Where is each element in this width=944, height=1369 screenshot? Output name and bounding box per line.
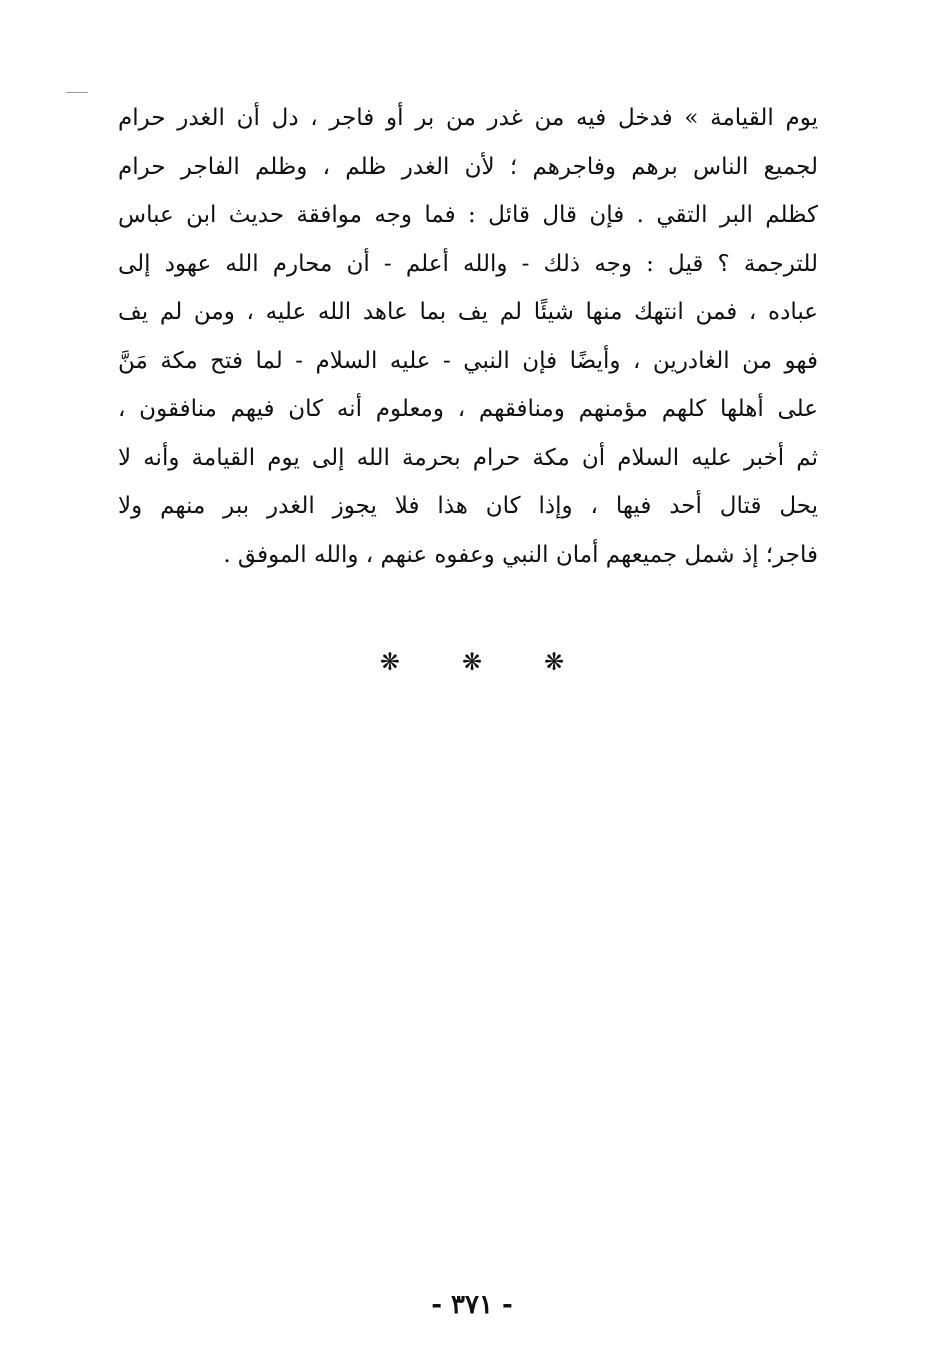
text-line-4: للترجمة ؟ قيل : وجه ذلك - والله أعلم - أن محارم الله عهود إلى: [118, 250, 818, 277]
text-line-8: ثم أخبر عليه السلام أن مكة حرام بحرمة الله إلى يوم القيامة وأنه لا: [118, 444, 818, 471]
text-line-1: يوم القيامة » فدخل فيه من غدر من بر أو فاجر ، دل أن الغدر حرام: [118, 105, 818, 131]
asterism-icon-1: ❋: [379, 648, 400, 676]
scan-mark: [66, 92, 88, 93]
text-line-6: فهو من الغادرين ، وأيضًا فإن النبي - عليه السلام - لما فتح مكة مَنَّ: [118, 347, 818, 374]
section-separator: [0, 646, 944, 678]
text-line-5: عباده ، فمن انتهك منها شيئًا لم يف بما عاهد الله عليه ، ومن لم يف: [118, 299, 818, 325]
text-line-7: على أهلها كلهم مؤمنهم ومنافقهم ، ومعلوم أنه كان فيهم منافقون ،: [118, 396, 818, 422]
body-text: [118, 94, 818, 579]
text-line-3: كظلم البر التقي . فإن قال قائل : فما وجه موافقة حديث ابن عباس: [118, 202, 818, 228]
text-line-9: يحل قتال أحد فيها ، وإذا كان هذا فلا يجوز الغدر ببر منهم ولا: [118, 493, 818, 519]
page-number: - ٣٧١ -: [431, 1290, 513, 1320]
asterism-icon-3: ❋: [544, 648, 565, 676]
asterism-icon-2: ❋: [461, 648, 483, 676]
text-line-10: فاجر؛ إذ شمل جميعهم أمان النبي وعفوه عنهم ، والله الموفق .: [223, 541, 818, 568]
text-line-2: لجميع الناس برهم وفاجرهم ؛ لأن الغدر ظلم ، وظلم الفاجر حرام: [118, 153, 818, 180]
